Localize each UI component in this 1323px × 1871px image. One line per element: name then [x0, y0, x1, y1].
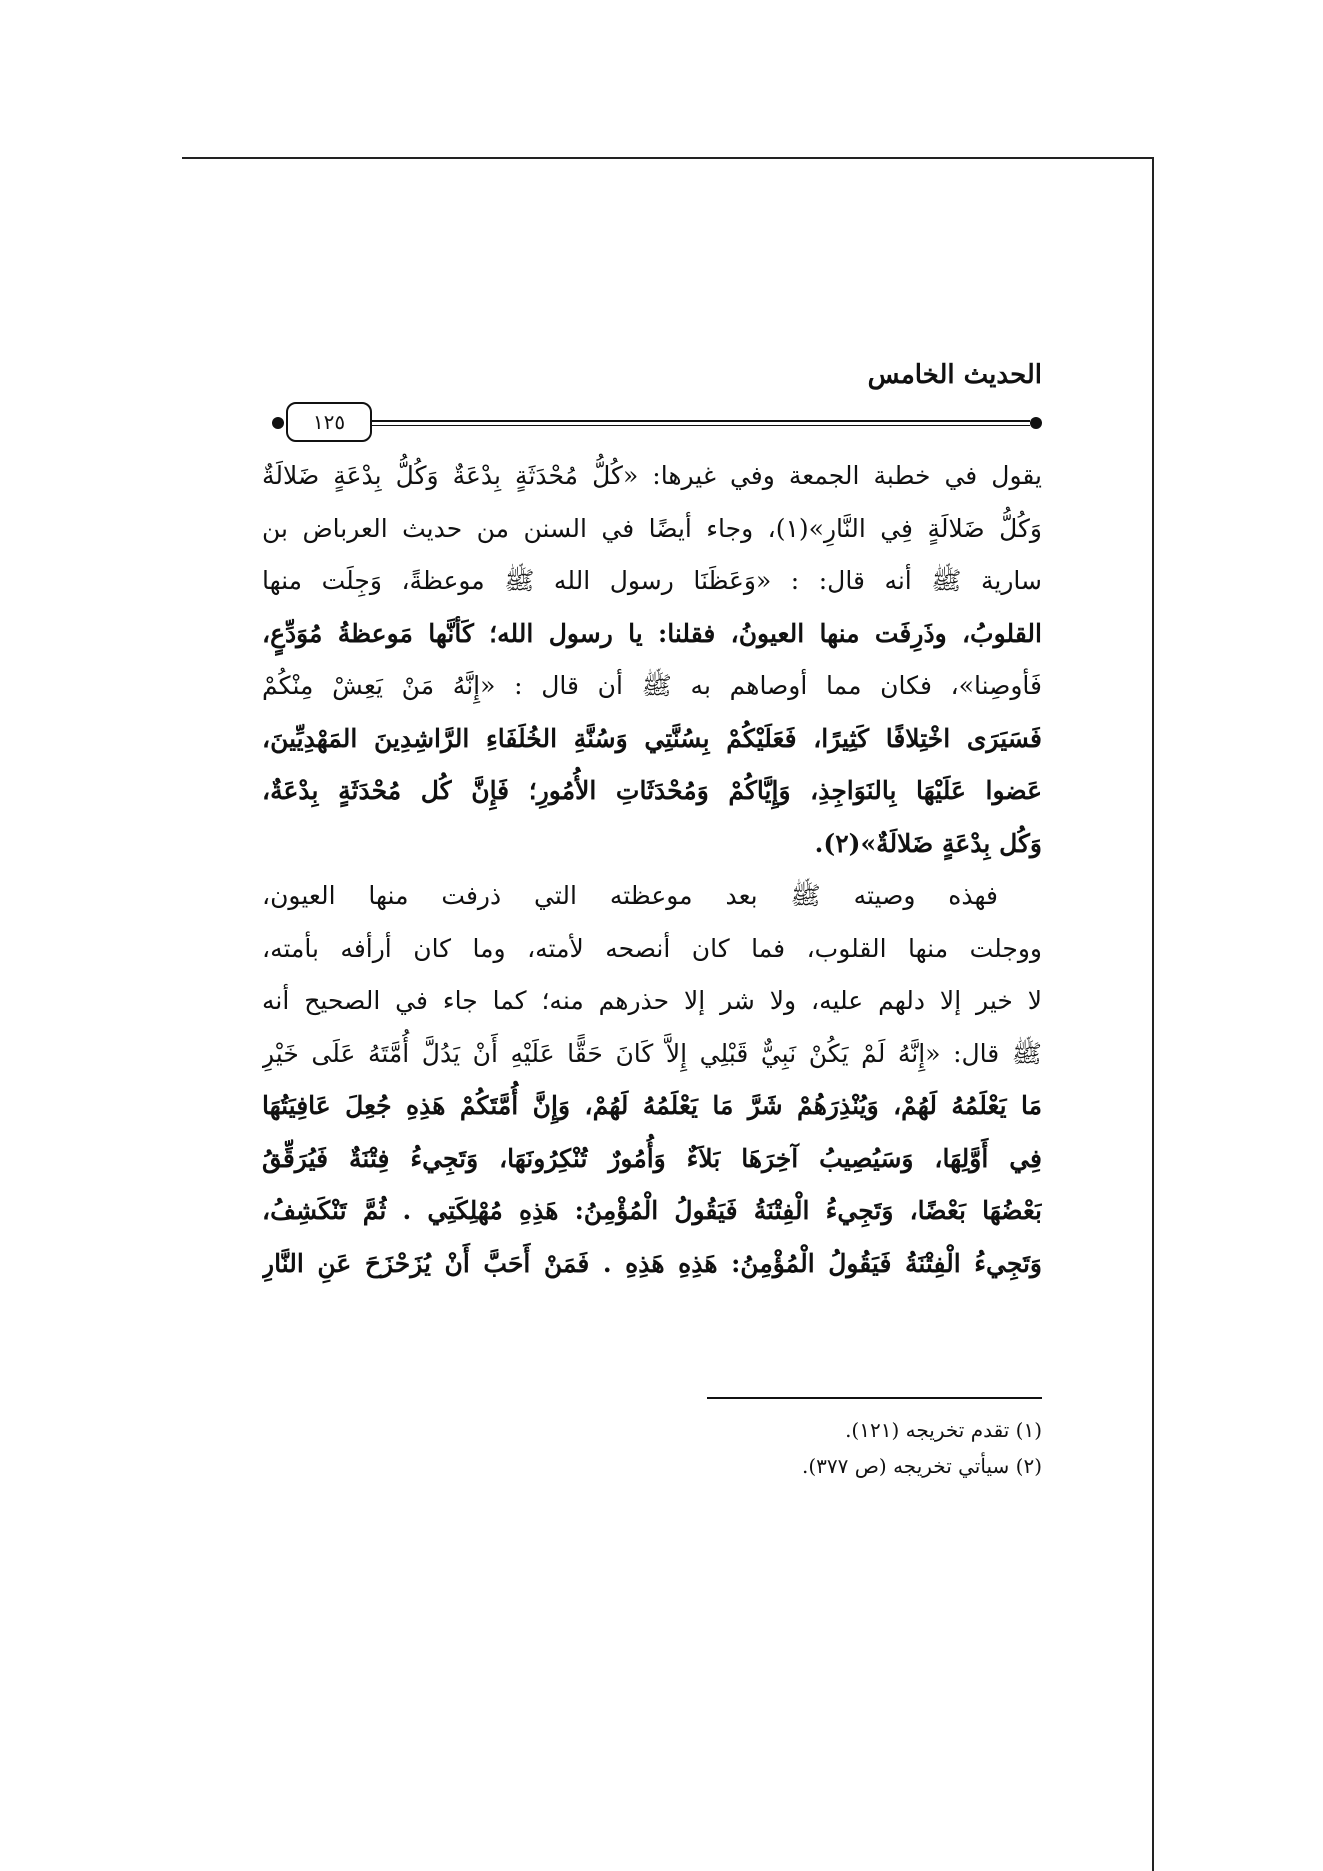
text-line: ووجلت منها القلوب، فما كان أنصحه لأمته، وما كان أرأفه بأمته،	[262, 933, 1042, 963]
text-line: وَتَجِيءُ الْفِتْنَةُ فَيَقُولُ الْمُؤْمِنُ: هَذِهِ هَذِهِ . فَمَنْ أَحَبَّ أَنْ يُزَحْزَحَ عَنِ النَّارِ	[262, 1248, 1042, 1278]
crop-mark-right	[1152, 157, 1154, 1871]
page-number: ١٢٥	[286, 402, 372, 442]
footnotes	[802, 1412, 1042, 1484]
header-rule-line	[372, 420, 1030, 422]
text-line: يقول في خطبة الجمعة وفي غيرها: «كُلُّ مُحْدَثَةٍ بِدْعَةٌ وَكُلُّ بِدْعَةٍ ضَلالَةٌ	[262, 461, 1042, 490]
text-line: مَا يَعْلَمُهُ لَهُمْ، وَيُنْذِرَهُمْ شَرَّ مَا يَعْلَمُهُ لَهُمْ، وَإِنَّ أُمَّتَكُمْ هَذِهِ جُعِلَ عَافِيَتُهَا	[262, 1091, 1042, 1120]
text-line: وَكُل بِدْعَةٍ ضَلالَةٌ»(٢).	[814, 828, 1042, 858]
crop-mark-top	[182, 157, 1154, 159]
running-title: الحديث الخامس	[867, 360, 1042, 390]
text-line: ﷺ قال: «إِنَّهُ لَمْ يَكُنْ نَبِيٌّ قَبْلِي إِلاَّ كَانَ حَقًّا عَلَيْهِ أَنْ يَدُلَّ أُمَّتَهُ عَلَى خَيْرِ	[262, 1038, 1042, 1068]
main-text	[262, 450, 1042, 1290]
text-line: عَضوا عَلَيْهَا بِالنَوَاجِذِ، وَإِيَّاكُمْ وَمُحْدَثَاتِ الأُمُورِ؛ فَإِنَّ كُل مُحْدَثَةٍ بِدْعَةٌ،	[262, 776, 1042, 805]
header-rule-line-thin	[372, 425, 1030, 426]
footnote: (١) تقدم تخريجه (١٢١).	[845, 1418, 1042, 1442]
text-line: فَسَيَرَى اخْتِلافًا كَثِيرًا، فَعَلَيْكُمْ بِسُنَّتِي وَسُنَّةِ الخُلَفَاءِ الرَّاشِدِينَ المَهْدِيِّينَ،	[262, 723, 1042, 753]
footnote: (٢) سيأتي تخريجه (ص ٣٧٧).	[801, 1454, 1042, 1478]
text-line: لا خير إلا دلهم عليه، ولا شر إلا حذرهم منه؛ كما جاء في الصحيح أنه	[262, 986, 1042, 1015]
text-line: بَعْضُهَا بَعْضًا، وَتَجِيءُ الْفِتْنَةُ فَيَقُولُ الْمُؤْمِنُ: هَذِهِ مُهْلِكَتِي . ثُمَّ تَنْكَشِفُ،	[262, 1196, 1042, 1225]
ornament-dot-left	[272, 417, 284, 429]
text-line: القلوبُ، وذَرِفَت منها العيونُ، فقلنا: يا رسول الله؛ كَأنَّها مَوعظةُ مُوَدِّعٍ،	[262, 618, 1042, 648]
text-line: فَأوصِنا»، فكان مما أوصاهم به ﷺ أن قال : «إِنَّهُ مَنْ يَعِشْ مِنْكُمْ	[262, 671, 1042, 700]
text-line: سارية ﷺ أنه قال: : «وَعَظَنَا رسول الله ﷺ موعظةً، وَجِلَت منها	[262, 566, 1042, 595]
footnote-separator	[707, 1397, 1042, 1399]
header-ornament-rule	[272, 408, 1042, 438]
ornament-dot-right	[1030, 417, 1042, 429]
text-line: فِي أَوَّلِهَا، وَسَيُصِيبُ آخِرَهَا بَلاَءٌ وَأُمُورٌ تُنْكِرُونَهَا، وَتَجِيءُ فِتْنَةٌ فَيُرَقِّقُ	[262, 1143, 1042, 1173]
text-line: وَكُلُّ ضَلالَةٍ فِي النَّارِ»(١)، وجاء أيضًا في السنن من حديث العرباض بن	[262, 513, 1042, 543]
text-line: فهذه وصيته ﷺ بعد موعظته التي ذرفت منها العيون،	[262, 881, 998, 910]
